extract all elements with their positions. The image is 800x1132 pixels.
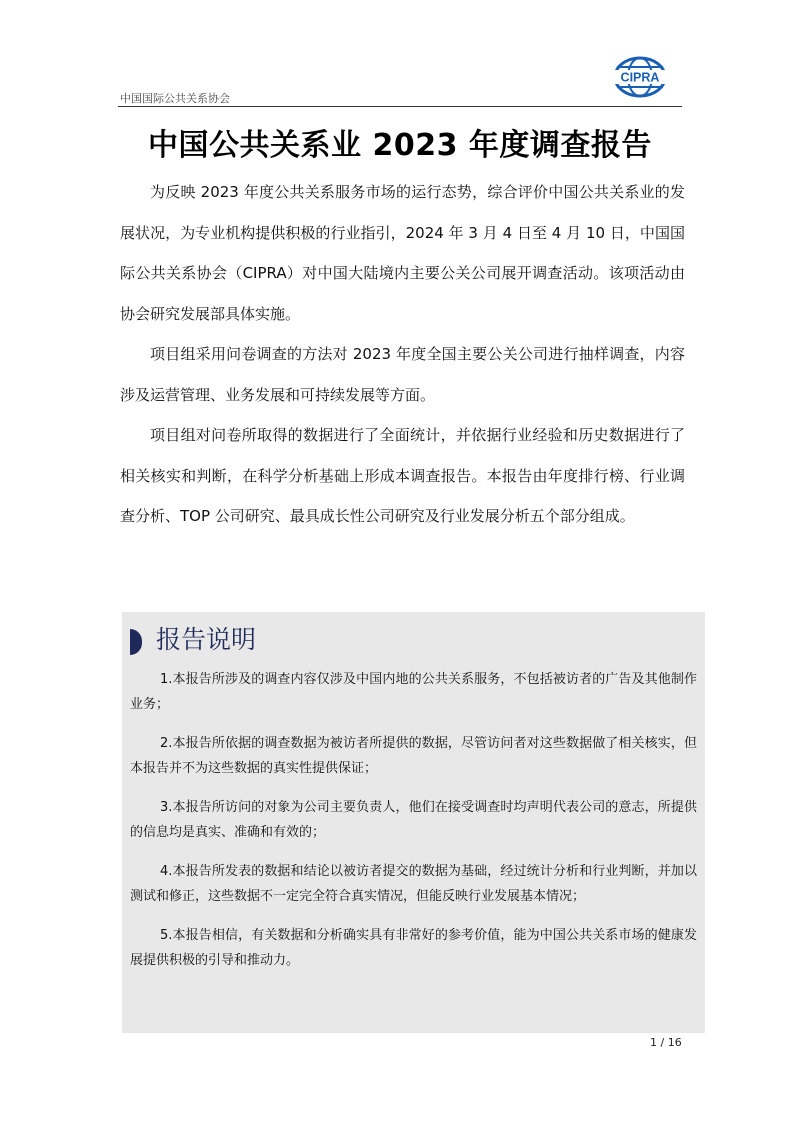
cipra-logo — [612, 56, 668, 98]
logo-text: CIPRA — [620, 70, 660, 85]
note-item: 3.本报告所访问的对象为公司主要负责人，他们在接受调查时均声明代表公司的意志，所提供的信息均是真实、准确和有效的； — [130, 800, 697, 840]
note-item: 1.本报告所涉及的调查内容仅涉及中国内地的公共关系服务，不包括被访者的广告及其他制作业务； — [130, 672, 697, 712]
notes-list — [130, 667, 697, 987]
header-divider — [118, 106, 682, 107]
method-paragraph: 项目组采用问卷调查的方法对 2023 年度全国主要公关公司进行抽样调查，内容涉及运营管理、业务发展和可持续发展等方面。 — [120, 345, 685, 404]
document-body — [120, 172, 685, 537]
page-number: 1 / 16 — [650, 1036, 682, 1049]
report-notes-box — [122, 612, 705, 1033]
intro-paragraph: 为反映 2023 年度公共关系服务市场的运行态势，综合评价中国公共关系业的发展状况，为专业机构提供积极的行业指引，2024 年 3 月 4 日至 4 月 10 日，中国国际公共关系协会（CIPRA）对中国大陆境内主要公关公司展开调查活动。该项活动由协会研究发展部具体实施。 — [120, 183, 685, 323]
note-item: 2.本报告所依据的调查数据为被访者所提供的数据，尽管访问者对这些数据做了相关核实，但本报告并不为这些数据的真实性提供保证； — [130, 736, 697, 776]
note-item: 4.本报告所发表的数据和结论以被访者提交的数据为基础，经过统计分析和行业判断，并加以测试和修正，这些数据不一定完全符合真实情况，但能反映行业发展基本情况； — [130, 864, 697, 904]
note-item: 5.本报告相信，有关数据和分析确实具有非常好的参考价值，能为中国公共关系市场的健康发展提供积极的引导和推动力。 — [130, 928, 697, 968]
document-title: 中国公共关系业 2023 年度调查报告 — [148, 128, 652, 163]
notes-heading: 报告说明 — [156, 625, 257, 654]
header-org-name: 中国国际公共关系协会 — [120, 92, 230, 105]
structure-paragraph: 项目组对问卷所取得的数据进行了全面统计，并依据行业经验和历史数据进行了相关核实和判断，在科学分析基础上形成本调查报告。本报告由年度排行榜、行业调查分析、TOP 公司研究、最具成长性公司研究及行业发展分析五个部分组成。 — [120, 426, 685, 525]
half-circle-marker-icon — [130, 629, 142, 655]
